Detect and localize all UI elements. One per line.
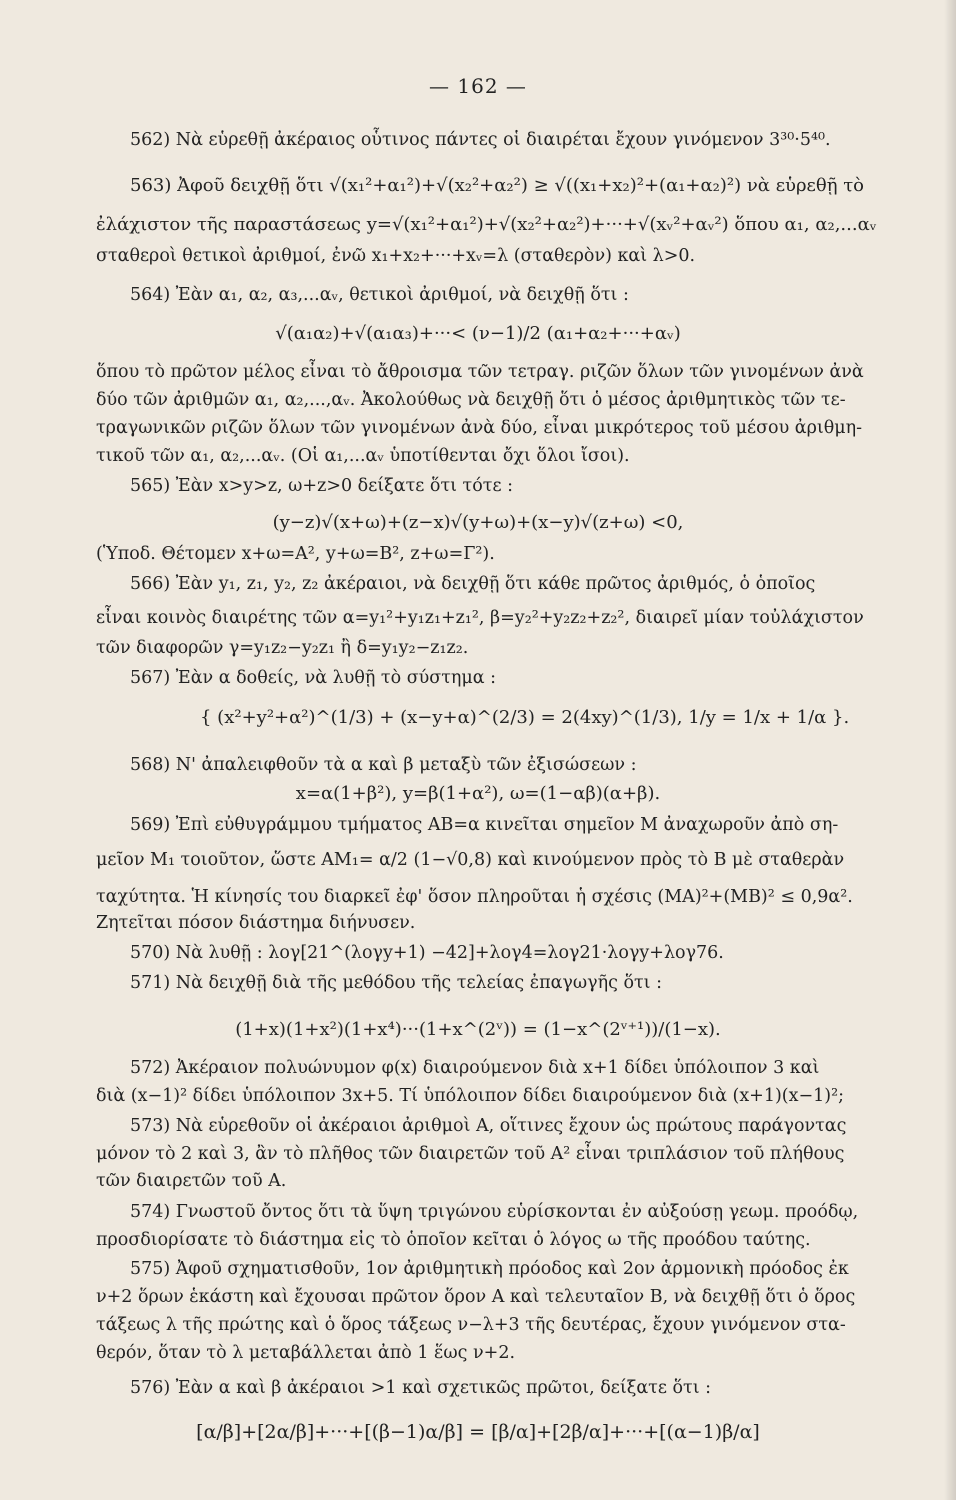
problem-569-text-2: μεῖον Μ₁ τοιοῦτον, ὥστε ΑΜ₁= α/2 (1−√0,8) καὶ κινούμενον πρὸς τὸ Β μὲ σταθερὰν (96, 850, 845, 870)
page-edge-shadow (944, 0, 956, 1500)
problem-570: 570) Νὰ λυθῇ : λογ[21^(λογy+1) −42]+λογ4=λογ21·λογy+λογ76. (130, 943, 724, 963)
problem-564-text-2: δύο τῶν ἀριθμῶν α₁, α₂,...,αᵥ. Ἀκολούθως νὰ δειχθῇ ὅτι ὁ μέσος ἀριθμητικὸς τῶν τε- (96, 390, 846, 410)
problem-565-inequality: (y−z)√(x+ω)+(z−x)√(y+ω)+(x−y)√(z+ω) <0, (272, 512, 684, 533)
problem-575-text-4: θερόν, ὅταν τὸ λ μεταβάλλεται ἀπὸ 1 ἕως ν+2. (96, 1343, 516, 1363)
problem-573-text-3: τῶν διαιρετῶν τοῦ Α. (96, 1171, 287, 1191)
problem-564-text-4: τικοῦ τῶν α₁, α₂,...αᵥ. (Οἱ α₁,...αᵥ ὑποτίθενται ὄχι ὅλοι ἴσοι). (96, 446, 630, 466)
problem-568: 568) Ν' ἀπαλειφθοῦν τὰ α καὶ β μεταξὺ τῶν ἐξισώσεων : (130, 755, 637, 775)
problem-575-text-3: τάξεως λ τῆς πρώτης καὶ ὁ ὅρος τάξεως ν−λ+3 τῆς δευτέρας, ἔχουν γινόμενον στα- (96, 1315, 846, 1335)
problem-576: 576) Ἐὰν α καὶ β ἀκέραιοι >1 καὶ σχετικῶς πρῶτοι, δείξατε ὅτι : (130, 1378, 712, 1398)
problem-563-statement: 563) Ἀφοῦ δειχθῇ ὅτι √(x₁²+α₁²)+√(x₂²+α₂²) ≥ √((x₁+x₂)²+(α₁+α₂)²) νὰ εὑρεθῇ τὸ (130, 175, 865, 196)
problem-562: 562) Νὰ εὑρεθῇ ἀκέραιος οὗτινος πάντες οἱ διαιρέται ἔχουν γινόμενον 3³⁰·5⁴⁰. (130, 130, 831, 150)
problem-564-text-1: ὅπου τὸ πρῶτον μέλος εἶναι τὸ ἄθροισμα τῶν τετραγ. ριζῶν ὅλων τῶν γινομένων ἀνὰ (96, 362, 864, 382)
problem-567-system: { (x²+y²+α²)^(1/3) + (x−y+α)^(2/3) = 2(4xy)^(1/3), 1/y = 1/x + 1/α }. (200, 707, 850, 728)
problem-568-equations: x=α(1+β²), y=β(1+α²), ω=(1−αβ)(α+β). (295, 783, 661, 804)
problem-573: 573) Νὰ εὑρεθοῦν οἱ ἀκέραιοι ἀριθμοὶ Α, οἵτινες ἔχουν ὡς πρώτους παράγοντας (130, 1116, 847, 1136)
problem-575: 575) Ἀφοῦ σχηματισθοῦν, 1ον ἀριθμητικὴ πρόοδος καὶ 2ον ἁρμονικὴ πρόοδος ἐκ (130, 1259, 849, 1279)
problem-573-text-2: μόνον τὸ 2 καὶ 3, ἂν τὸ πλῆθος τῶν διαιρετῶν τοῦ Α² εἶναι τριπλάσιον τοῦ πλήθους (96, 1144, 845, 1164)
problem-565: 565) Ἐὰν x>y>z, ω+z>0 δείξατε ὅτι τότε : (130, 476, 513, 496)
problem-566-text-2: εἶναι κοινὸς διαιρέτης τῶν α=y₁²+y₁z₁+z₁², β=y₂²+y₂z₂+z₂², διαιρεῖ μίαν τοὐλάχιστον (96, 608, 864, 628)
problem-564: 564) Ἐὰν α₁, α₂, α₃,...αᵥ, θετικοὶ ἀριθμοί, νὰ δειχθῇ ὅτι : (130, 285, 629, 305)
problem-564-inequality: √(α₁α₂)+√(α₁α₃)+···< (ν−1)/2 (α₁+α₂+···+αᵥ) (275, 323, 681, 344)
problem-566-text-3: τῶν διαφορῶν γ=y₁z₂−y₂z₁ ἢ δ=y₁y₂−z₁z₂. (96, 638, 469, 658)
problem-572-text-2: διὰ (x−1)² δίδει ὑπόλοιπον 3x+5. Τί ὑπόλοιπον δίδει διαιρούμενον διὰ (x+1)(x−1)²; (96, 1086, 845, 1106)
page-number: — 162 — (429, 74, 527, 98)
problem-574-text-2: προσδιορίσατε τὸ διάστημα εἰς τὸ ὁποῖον κεῖται ὁ λόγος ω τῆς προόδου ταύτης. (96, 1230, 811, 1250)
problem-572: 572) Ἀκέραιον πολυώνυμον φ(x) διαιρούμενον διὰ x+1 δίδει ὑπόλοιπον 3 καὶ (130, 1058, 820, 1078)
problem-566: 566) Ἐὰν y₁, z₁, y₂, z₂ ἀκέραιοι, νὰ δειχθῇ ὅτι κάθε πρῶτος ἀριθμός, ὁ ὁποῖος (130, 574, 816, 594)
problem-576-identity: [α/β]+[2α/β]+···+[(β−1)α/β] = [β/α]+[2β/α]+···+[(α−1)β/α] (196, 1421, 760, 1443)
problem-563-expression: ἐλάχιστον τῆς παραστάσεως y=√(x₁²+α₁²)+√(x₂²+α₂²)+···+√(xᵥ²+αᵥ²) ὅπου α₁, α₂,...αᵥ (96, 214, 877, 235)
problem-569-text-4: Ζητεῖται πόσον διάστημα διήνυσεν. (96, 913, 416, 933)
problem-564-text-3: τραγωνικῶν ριζῶν ὅλων τῶν γινομένων ἀνὰ δύο, εἶναι μικρότερος τοῦ μέσου ἀριθμη- (96, 418, 863, 438)
problem-565-hint: (Ὑποδ. Θέτομεν x+ω=A², y+ω=B², z+ω=Γ²). (96, 544, 495, 564)
problem-563-conditions: σταθεροὶ θετικοὶ ἀριθμοί, ἐνῶ x₁+x₂+···+xᵥ=λ (σταθερὸν) καὶ λ>0. (96, 246, 696, 266)
problem-574: 574) Γνωστοῦ ὄντος ὅτι τὰ ὕψη τριγώνου εὑρίσκονται ἐν αὐξούσῃ γεωμ. προόδῳ, (130, 1202, 859, 1222)
problem-571: 571) Νὰ δειχθῇ διὰ τῆς μεθόδου τῆς τελείας ἐπαγωγῆς ὅτι : (130, 973, 662, 993)
problem-567: 567) Ἐὰν α δοθείς, νὰ λυθῇ τὸ σύστημα : (130, 668, 497, 688)
problem-575-text-2: ν+2 ὅρων ἑκάστη καὶ ἔχουσαι πρῶτον ὅρον Α καὶ τελευταῖον Β, νὰ δειχθῇ ὅτι ὁ ὅρος (96, 1287, 856, 1307)
problem-569: 569) Ἐπὶ εὐθυγράμμου τμήματος ΑΒ=α κινεῖται σημεῖον Μ ἀναχωροῦν ἀπὸ ση- (130, 815, 839, 835)
problem-571-identity: (1+x)(1+x²)(1+x⁴)···(1+x^(2ᵛ)) = (1−x^(2ᵛ⁺¹))/(1−x). (235, 1019, 721, 1040)
problem-569-text-3: ταχύτητα. Ἡ κίνησίς του διαρκεῖ ἐφ' ὅσον πληροῦται ἡ σχέσις (ΜΑ)²+(ΜΒ)² ≤ 0,9α². (96, 887, 853, 907)
